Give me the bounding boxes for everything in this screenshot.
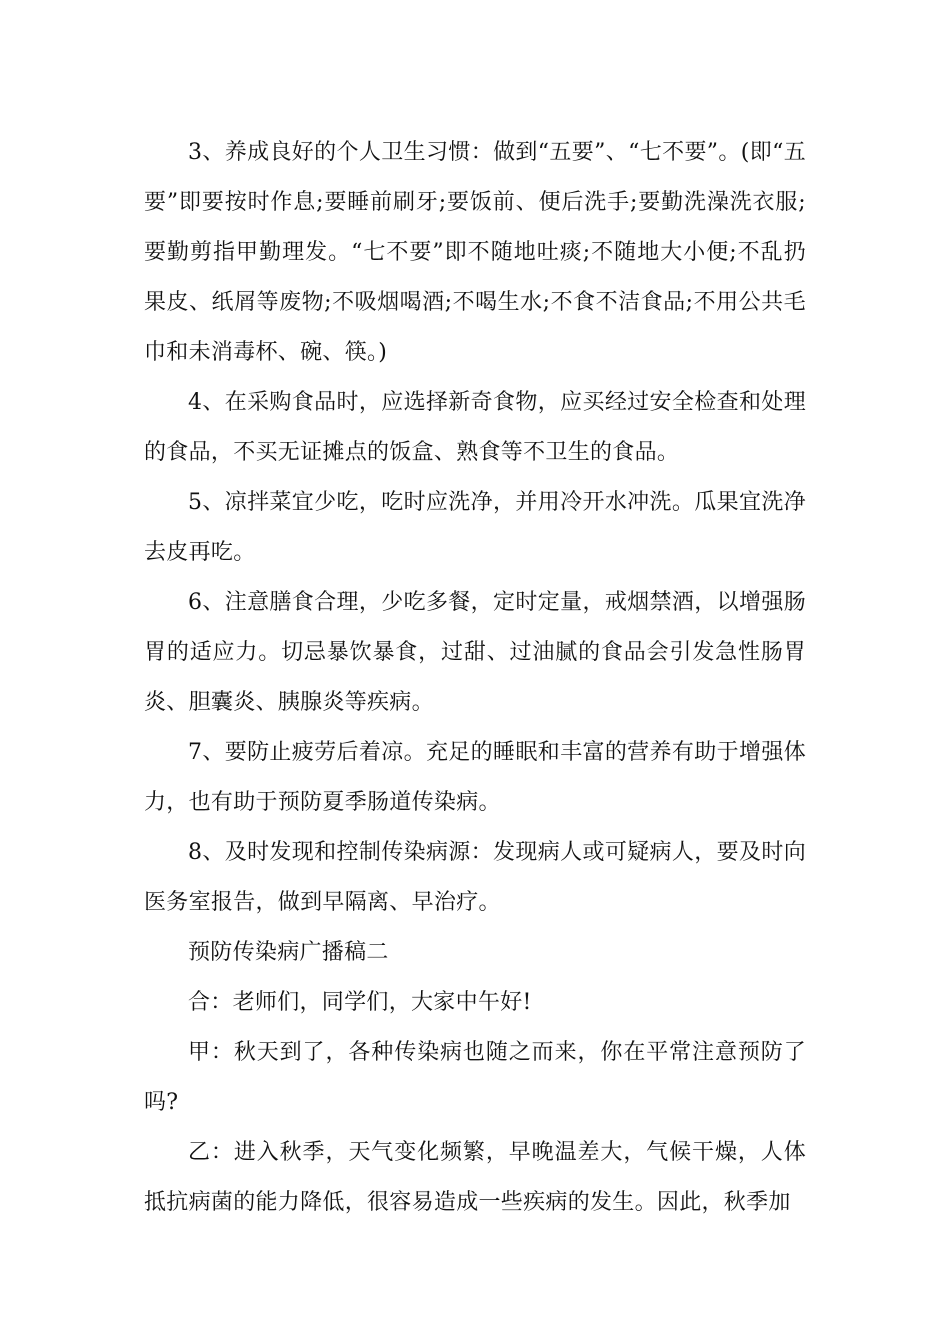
dialogue-line-together: 合：老师们，同学们，大家中午好! (188, 990, 532, 1015)
paragraph-hygiene-habits: 3、养成良好的个人卫生习惯：做到“五要”、“七不要”。(即“五要”即要按时作息;要睡前刷牙;要饭前、便后洗手;要勤洗澡洗衣服;要勤剪指甲勤理发。“七不要”即不随地吐痰;不随地大小便;不乱扔果皮、纸屑等废物;不吸烟喝酒;不喝生水;不食不洁食品;不用公共毛巾和未消毒杯、碗、筷。) (144, 140, 806, 365)
paragraph-fatigue: 7、要防止疲劳后着凉。充足的睡眠和丰富的营养有助于增强体力，也有助于预防夏季肠道传染病。 (144, 740, 806, 815)
paragraph-diet: 6、注意膳食合理，少吃多餐，定时定量，戒烟禁酒，以增强肠胃的适应力。切忌暴饮暴食，过甜、过油腻的食品会引发急性肠胃炎、胆囊炎、胰腺炎等疾病。 (144, 590, 806, 715)
section-heading: 预防传染病广播稿二 (188, 940, 389, 965)
document-body (144, 128, 806, 1228)
dialogue-line-b: 乙：进入秋季，天气变化频繁，早晚温差大，气候干燥，人体抵抗病菌的能力降低，很容易造成一些疾病的发生。因此，秋季加 (144, 1140, 806, 1215)
dialogue-line-a: 甲：秋天到了，各种传染病也随之而来，你在平常注意预防了吗? (144, 1040, 806, 1115)
paragraph-infection-source: 8、及时发现和控制传染病源：发现病人或可疑病人，要及时向医务室报告，做到早隔离、早治疗。 (144, 840, 806, 915)
paragraph-cold-dishes: 5、凉拌菜宜少吃，吃时应洗净，并用冷开水冲洗。瓜果宜洗净去皮再吃。 (144, 490, 806, 565)
paragraph-food-purchase: 4、在采购食品时，应选择新奇食物，应买经过安全检查和处理的食品，不买无证摊点的饭盒、熟食等不卫生的食品。 (144, 390, 806, 465)
